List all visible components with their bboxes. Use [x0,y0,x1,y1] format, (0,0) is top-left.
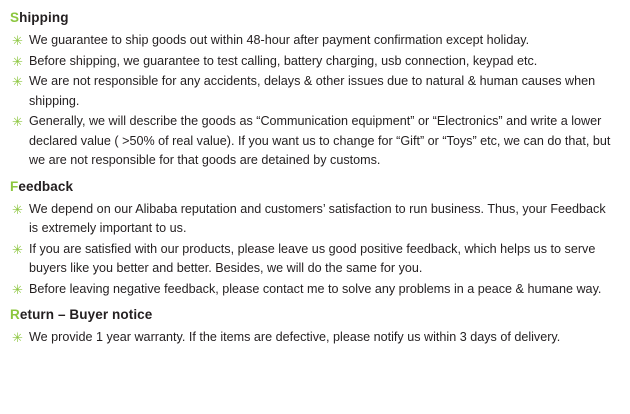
star-bullet-icon: ✳ [12,281,23,297]
list-item-text: Generally, we will describe the goods as “Communication equipment” or “Electronics” and write a lower declared value ( >50% of real value). If you want us to change for “Gift” or “Toys” etc, we can do that, but we are not responsible for that goods are detained by customs. [29,114,611,167]
star-bullet-icon: ✳ [12,53,23,69]
feedback-bullet-list [10,200,616,300]
star-bullet-icon: ✳ [12,114,23,129]
star-bullet-icon: ✳ [12,33,23,48]
list-item [10,52,616,72]
section-heading-shipping-initial: S [10,10,20,25]
star-bullet-icon: ✳ [12,330,23,345]
return-bullet-list [10,328,616,348]
star-bullet-icon: ✳ [12,241,23,257]
list-item-text: We provide 1 year warranty. If the items are defective, please notify us within 3 days of delivery. [29,330,561,344]
section-heading-shipping [10,8,616,28]
section-heading-return-rest: eturn – Buyer notice [19,307,153,322]
list-item [10,328,616,348]
list-item-text: Before leaving negative feedback, please contact me to solve any problems in a peace & humane way. [29,281,602,296]
section-shipping [10,8,616,171]
section-heading-feedback-initial: F [10,178,19,194]
section-heading-return-initial: R [10,307,20,322]
section-heading-shipping-rest: hipping [19,10,69,25]
section-return [10,305,616,348]
list-item [10,112,616,171]
list-item [10,200,616,239]
section-feedback [10,177,616,300]
list-item-text: We are not responsible for any accidents, delays & other issues due to natural & human causes when shipping. [29,74,596,108]
shipping-bullet-list [10,31,616,171]
list-item-text: We depend on our Alibaba reputation and customers’ satisfaction to run business. Thus, your Feedback is extremely important to us. [29,201,606,235]
list-item-text: We guarantee to ship goods out within 48-hour after payment confirmation except holiday. [29,33,530,47]
list-item [10,240,616,279]
section-heading-feedback [10,177,616,197]
star-bullet-icon: ✳ [12,201,23,217]
section-heading-return [10,305,616,325]
star-bullet-icon: ✳ [12,74,23,89]
list-item-text: Before shipping, we guarantee to test calling, battery charging, usb connection, keypad etc. [29,53,538,68]
list-item [10,31,616,51]
section-heading-feedback-rest: eedback [18,178,74,194]
list-item-text: If you are satisfied with our products, please leave us good positive feedback, which helps us to serve buyers like you better and better. Besides, we will do the same for you. [29,241,596,275]
list-item [10,280,616,300]
list-item [10,72,616,111]
